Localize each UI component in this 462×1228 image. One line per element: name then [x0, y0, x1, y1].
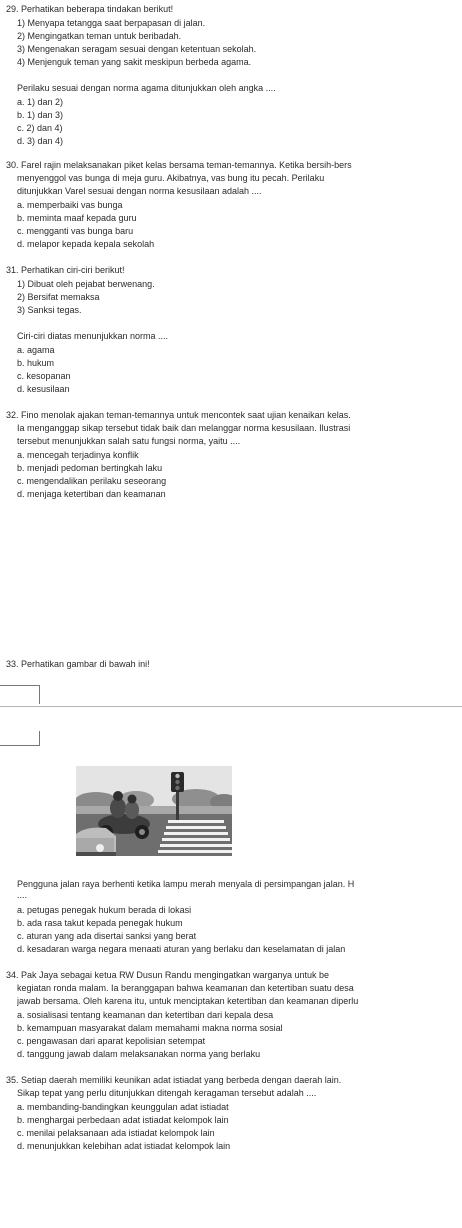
q32-option-d[interactable]: d. menjaga ketertiban dan keamanan — [17, 489, 166, 499]
q33-option-b[interactable]: b. ada rasa takut kepada penegak hukum — [17, 918, 183, 928]
q31-item-1: 1) Dibuat oleh pejabat berwenang. — [17, 279, 155, 289]
crop-mark-top — [0, 685, 40, 704]
q33-option-d[interactable]: d. kesadaran warga negara menaati aturan yang berlaku dan keselamatan di jalan — [17, 944, 346, 954]
q29-option-c[interactable]: c. 2) dan 4) — [17, 123, 63, 133]
q29-question: Perilaku sesuai dengan norma agama ditunjukkan oleh angka .... — [17, 83, 276, 93]
q30-line-1: 30. Farel rajin melaksanakan piket kelas bersama teman-temannya. Ketika bersih-bers — [6, 160, 352, 170]
q32-option-b[interactable]: b. menjadi pedoman bertingkah laku — [17, 463, 163, 473]
q35-line-1: 35. Setiap daerah memiliki keunikan adat istiadat yang berbeda dengan daerah lain. — [6, 1075, 342, 1085]
q30-option-c[interactable]: c. mengganti vas bunga baru — [17, 226, 134, 236]
q32-line-2: Ia menganggap sikap tersebut tidak baik dan melanggar norma kesusilaan. Ilustrasi — [17, 423, 351, 433]
q30-line-2: menyenggol vas bunga di meja guru. Akibatnya, vas bung itu pecah. Perilaku — [17, 173, 325, 183]
q34-line-1: 34. Pak Jaya sebagai ketua RW Dusun Randu mengingatkan warganya untuk be — [6, 970, 330, 980]
q33-option-c[interactable]: c. aturan yang ada disertai sanksi yang berat — [17, 931, 197, 941]
q34-option-c[interactable]: c. pengawasan dari aparat kepolisian setempat — [17, 1036, 206, 1046]
q31-stem: 31. Perhatikan ciri-ciri berikut! — [6, 265, 125, 275]
crop-mark-bottom — [0, 731, 40, 746]
q29-option-b[interactable]: b. 1) dan 3) — [17, 110, 64, 120]
q34-option-b[interactable]: b. kemampuan masyarakat dalam memahami makna norma sosial — [17, 1023, 283, 1033]
q31-item-2: 2) Bersifat memaksa — [17, 292, 100, 302]
q35-option-c[interactable]: c. menilai pelaksanaan ada istiadat kelompok lain — [17, 1128, 215, 1138]
q29-item-4: 4) Menjenguk teman yang sakit meskipun berbeda agama. — [17, 57, 252, 67]
q30-line-3: ditunjukkan Varel sesuai dengan norma kesusilaan adalah .... — [17, 186, 262, 196]
q31-item-3: 3) Sanksi tegas. — [17, 305, 82, 315]
q29-item-2: 2) Mengingatkan teman untuk beribadah. — [17, 31, 182, 41]
q31-option-c[interactable]: c. kesopanan — [17, 371, 71, 381]
q31-option-a[interactable]: a. agama — [17, 345, 55, 355]
q31-question: Ciri-ciri diatas menunjukkan norma .... — [17, 331, 169, 341]
q34-option-d[interactable]: d. tanggung jawab dalam melaksanakan norma yang berlaku — [17, 1049, 261, 1059]
q35-option-a[interactable]: a. membanding-bandingkan keunggulan adat istiadat — [17, 1102, 229, 1112]
q31-option-d[interactable]: d. kesusilaan — [17, 384, 70, 394]
q29-item-1: 1) Menyapa tetangga saat berpapasan di jalan. — [17, 18, 206, 28]
q35-line-2: Sikap tepat yang perlu ditunjukkan ditengah keragaman tersebut adalah .... — [17, 1088, 317, 1098]
q34-option-a[interactable]: a. sosialisasi tentang keamanan dan ketertiban dari kepala desa — [17, 1010, 274, 1020]
q29-stem: 29. Perhatikan beberapa tindakan berikut! — [6, 4, 174, 14]
q34-line-3: jawab bersama. Oleh karena itu, untuk menciptakan ketertiban dan keamanan diperlu — [17, 996, 359, 1006]
q35-option-d[interactable]: d. menunjukkan kelebihan adat istiadat kelompok lain — [17, 1141, 231, 1151]
q30-option-b[interactable]: b. meminta maaf kepada guru — [17, 213, 137, 223]
q32-line-1: 32. Fino menolak ajakan teman-temannya untuk mencontek saat ujian kenaikan kelas. — [6, 410, 351, 420]
q33-question: Pengguna jalan raya berhenti ketika lampu merah menyala di persimpangan jalan. H — [17, 879, 355, 889]
q30-option-d[interactable]: d. melapor kepada kepala sekolah — [17, 239, 155, 249]
q32-option-c[interactable]: c. mengendalikan perilaku seseorang — [17, 476, 167, 486]
traffic-light-photo — [76, 766, 232, 856]
q34-line-2: kegiatan ronda malam. Ia beranggapan bahwa keamanan dan ketertiban suatu desa — [17, 983, 354, 993]
q33-ellipsis: .... — [17, 891, 28, 899]
q32-option-a[interactable]: a. mencegah terjadinya konflik — [17, 450, 139, 460]
page-divider — [0, 706, 462, 707]
q35-option-b[interactable]: b. menghargai perbedaan adat istiadat kelompok lain — [17, 1115, 229, 1125]
q29-option-a[interactable]: a. 1) dan 2) — [17, 97, 64, 107]
q32-line-3: tersebut menunjukkan salah satu fungsi norma, yaitu .... — [17, 436, 241, 446]
q31-option-b[interactable]: b. hukum — [17, 358, 55, 368]
q33-stem: 33. Perhatikan gambar di bawah ini! — [6, 659, 150, 669]
q33-option-a[interactable]: a. petugas penegak hukum berada di lokasi — [17, 905, 192, 915]
q29-option-d[interactable]: d. 3) dan 4) — [17, 136, 64, 146]
q30-option-a[interactable]: a. memperbaiki vas bunga — [17, 200, 123, 210]
q29-item-3: 3) Mengenakan seragam sesuai dengan ketentuan sekolah. — [17, 44, 257, 54]
